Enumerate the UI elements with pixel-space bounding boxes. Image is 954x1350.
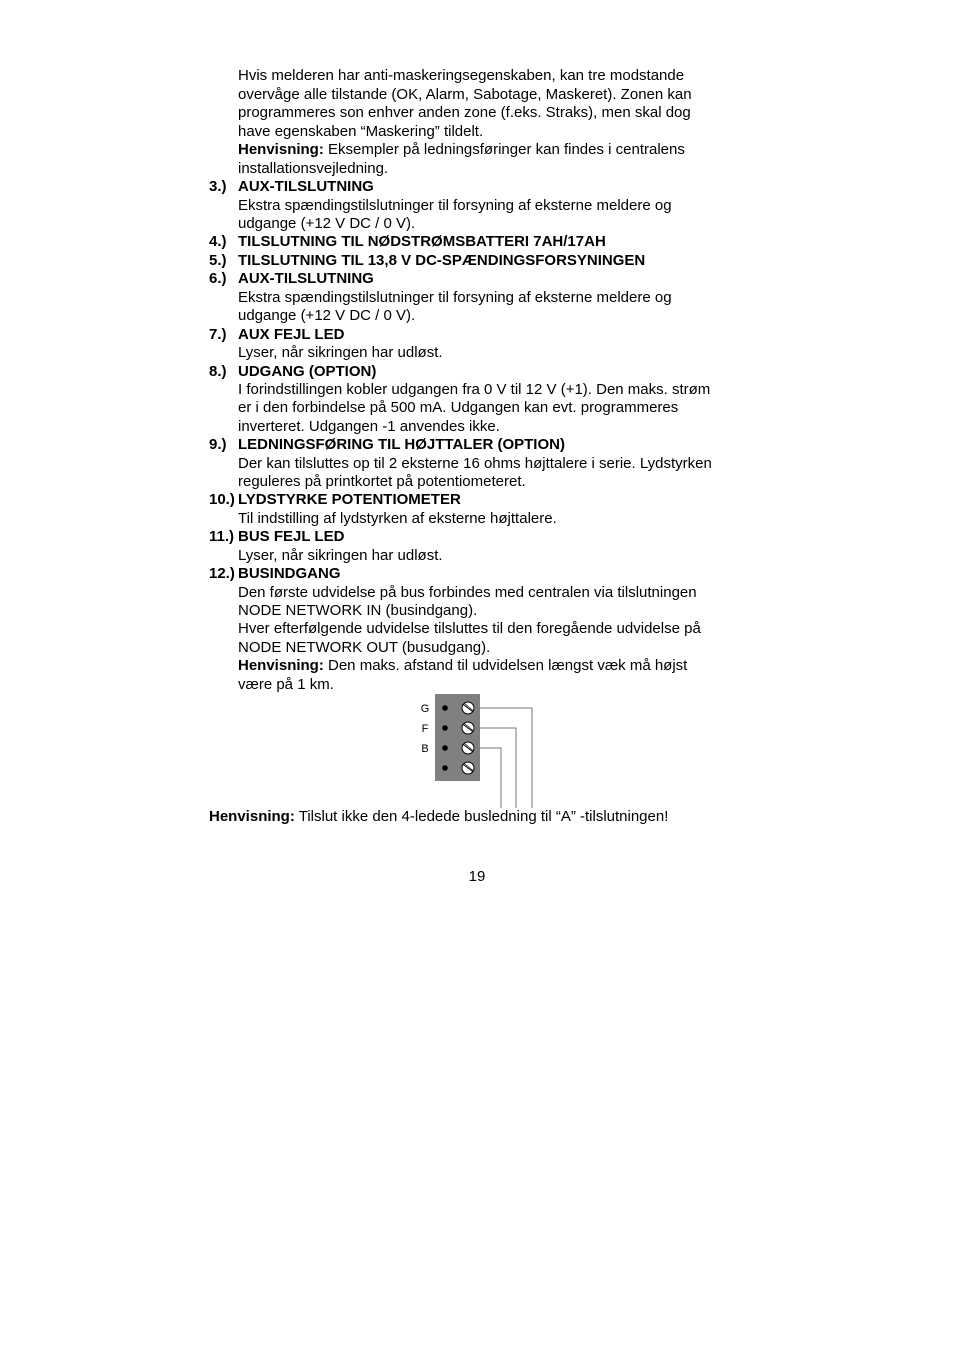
item-text: Ekstra spændingstilslutninger til forsyning af eksterne meldere og: [238, 197, 672, 214]
item-number: 12.): [209, 565, 235, 582]
item-text: Ekstra spændingstilslutninger til forsyning af eksterne meldere og: [238, 289, 672, 306]
item-title: AUX FEJL LED: [238, 326, 345, 343]
item-text: Til indstilling af lydstyrken af eksterne højttalere.: [238, 510, 557, 527]
terminal-label-b: B: [421, 743, 429, 755]
screw-icon: [462, 742, 474, 754]
terminal-block-diagram: [410, 690, 550, 810]
page-number: 19: [468, 868, 486, 885]
note-label: Henvisning:: [209, 808, 295, 825]
note-text: Eksempler på ledningsføringer kan findes i centralens: [323, 141, 685, 158]
item-title: LYDSTYRKE POTENTIOMETER: [238, 491, 461, 508]
screw-icon: [462, 702, 474, 714]
intro-line: programmeres son enhver anden zone (f.eks. Straks), men skal dog: [238, 104, 691, 121]
item-title: UDGANG (OPTION): [238, 363, 377, 380]
item-text: NODE NETWORK IN (busindgang).: [238, 602, 478, 619]
terminal-dot: [442, 765, 448, 771]
item-text: I forindstillingen kobler udgangen fra 0 V til 12 V (+1). Den maks. strøm: [238, 381, 711, 398]
item-text: udgange (+12 V DC / 0 V).: [238, 307, 416, 324]
item-title: BUS FEJL LED: [238, 528, 345, 545]
terminal-dot: [442, 705, 448, 711]
item-title: TILSLUTNING TIL NØDSTRØMSBATTERI 7AH/17AH: [238, 233, 606, 250]
terminal-label-f: F: [421, 723, 429, 735]
item-text: Den første udvidelse på bus forbindes med centralen via tilslutningen: [238, 584, 697, 601]
item-text: er i den forbindelse på 500 mA. Udgangen kan evt. programmeres: [238, 399, 679, 416]
wire-f: [474, 728, 516, 808]
intro-line: Hvis melderen har anti-maskeringsegenskaben, kan tre modstande: [238, 67, 685, 84]
item-text: reguleres på printkortet på potentiometeret.: [238, 473, 526, 490]
screw-icon: [462, 722, 474, 734]
item-text: NODE NETWORK OUT (busudgang).: [238, 639, 491, 656]
wire-g: [474, 708, 532, 808]
item12-note: [238, 657, 687, 675]
item-number: 10.): [209, 491, 235, 508]
item-number: 3.): [209, 178, 227, 195]
intro-line: overvåge alle tilstande (OK, Alarm, Sabotage, Maskeret). Zonen kan: [238, 86, 692, 103]
item-text: Lyser, når sikringen har udløst.: [238, 344, 443, 361]
screw-icon: [462, 762, 474, 774]
terminal-dot: [442, 725, 448, 731]
note-label: Henvisning:: [238, 657, 324, 674]
note-text: Den maks. afstand til udvidelsen længst væk må højst: [323, 657, 688, 674]
item-number: 4.): [209, 233, 227, 250]
item-number: 8.): [209, 363, 227, 380]
item-number: 9.): [209, 436, 227, 453]
item-title: AUX-TILSLUTNING: [238, 178, 374, 195]
item-title: TILSLUTNING TIL 13,8 V DC-SPÆNDINGSFORSYNINGEN: [238, 252, 646, 269]
item-number: 6.): [209, 270, 227, 287]
item-text: Der kan tilsluttes op til 2 eksterne 16 ohms højttalere i serie. Lydstyrken: [238, 455, 712, 472]
item12-note-cont: være på 1 km.: [238, 676, 334, 693]
item-number: 5.): [209, 252, 227, 269]
note-text: Tilslut ikke den 4-ledede busledning til “A” -tilslutningen!: [294, 808, 669, 825]
terminal-label-g: G: [420, 703, 430, 715]
footer-note: [209, 808, 668, 826]
item-title: BUSINDGANG: [238, 565, 341, 582]
intro-line: have egenskaben “Maskering” tildelt.: [238, 123, 484, 140]
intro-note-cont: installationsvejledning.: [238, 160, 389, 177]
item-number: 11.): [209, 528, 235, 545]
item-title: LEDNINGSFØRING TIL HØJTTALER (OPTION): [238, 436, 565, 453]
item-text: Lyser, når sikringen har udløst.: [238, 547, 443, 564]
item-text: inverteret. Udgangen -1 anvendes ikke.: [238, 418, 500, 435]
intro-note: [238, 141, 685, 159]
terminal-dot: [442, 745, 448, 751]
item-title: AUX-TILSLUTNING: [238, 270, 374, 287]
item-number: 7.): [209, 326, 227, 343]
note-label: Henvisning:: [238, 141, 324, 158]
item-text: udgange (+12 V DC / 0 V).: [238, 215, 416, 232]
item-text: Hver efterfølgende udvidelse tilsluttes til den foregående udvidelse på: [238, 620, 701, 637]
